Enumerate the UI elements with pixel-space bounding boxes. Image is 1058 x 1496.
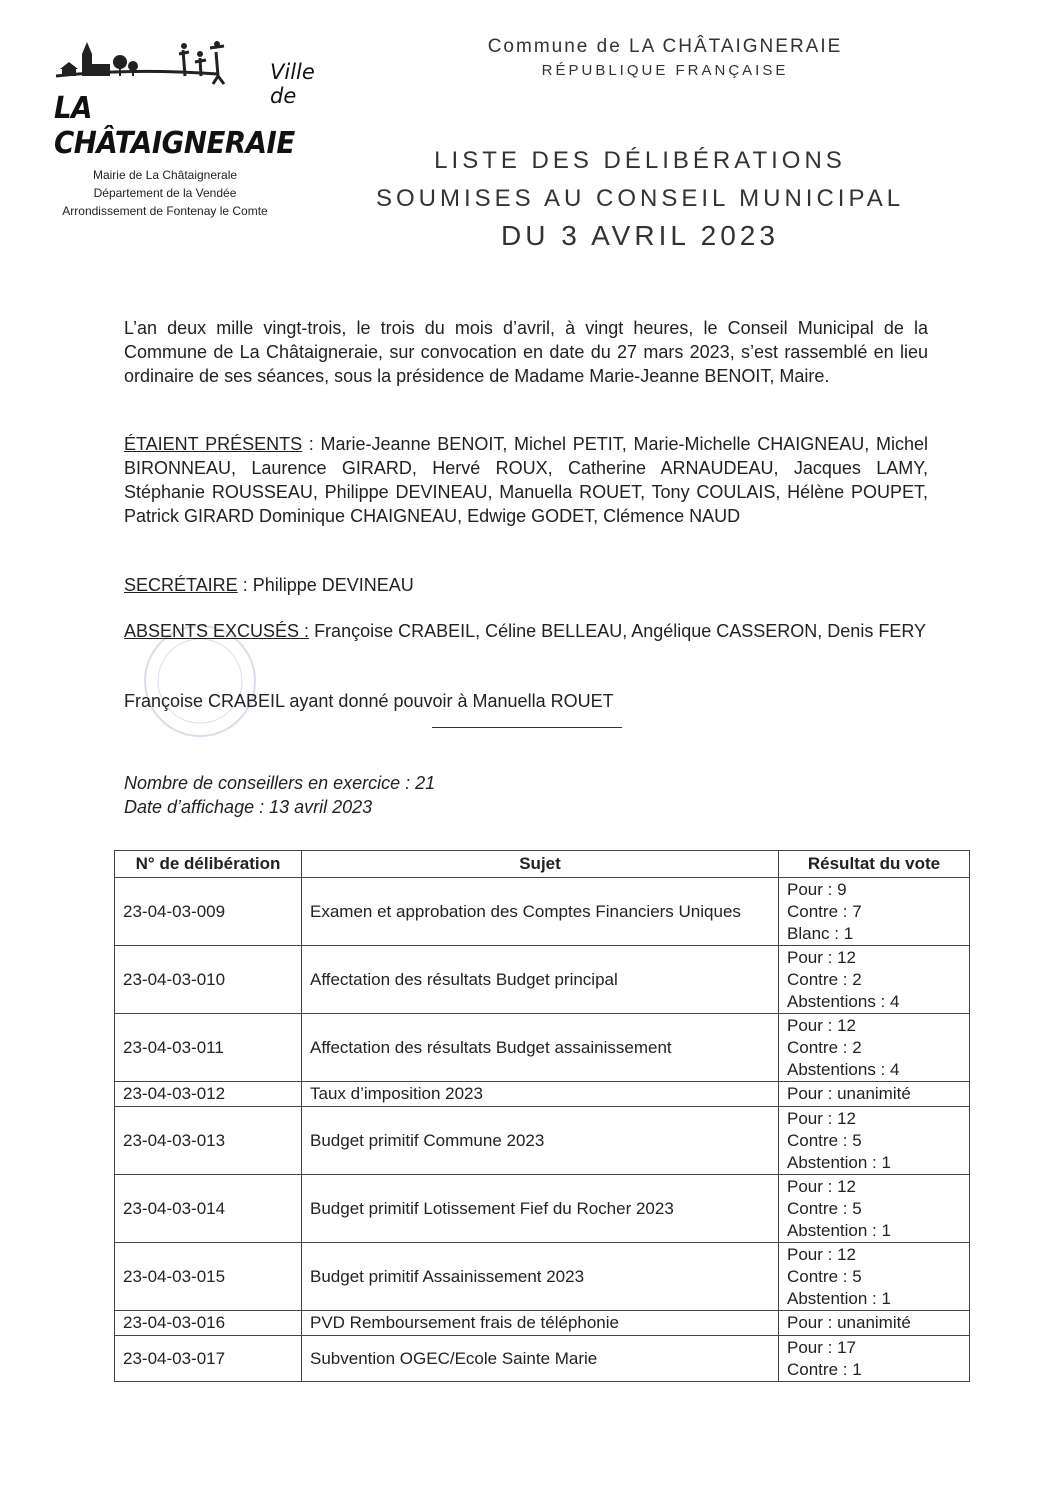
vote-result-line: Pour : 9 [787, 879, 847, 899]
table-row [115, 1014, 970, 1082]
logo-ville-text: Ville de [270, 60, 315, 108]
vote-result-line: Abstention : 1 [787, 1288, 891, 1308]
date-affichage: Date d’affichage : 13 avril 2023 [124, 797, 373, 817]
mairie-line-1: Mairie de La Châtaignerale [92, 168, 238, 182]
vote-result [779, 1082, 970, 1107]
vote-result-line: Contre : 5 [787, 1266, 862, 1286]
deliberation-subject: Taux d’imposition 2023 [302, 1082, 779, 1107]
vote-result-line: Pour : 17 [787, 1337, 856, 1357]
deliberation-number: 23-04-03-016 [115, 1311, 302, 1336]
absents-list: Françoise CRABEIL, Céline BELLEAU, Angélique CASSERON, Denis FERY [309, 621, 927, 641]
table-row [115, 1107, 970, 1175]
vote-result-line: Pour : 12 [787, 1108, 856, 1128]
vote-result-line: Pour : unanimité [787, 1084, 911, 1103]
vote-result-line: Contre : 1 [787, 1359, 862, 1379]
vote-result [779, 1336, 970, 1382]
table-header-row [115, 851, 970, 878]
document-title-line-1: LISTE DES DÉLIBÉRATIONS [434, 147, 846, 174]
secretaire-name: : Philippe DEVINEAU [237, 575, 414, 595]
vote-result-line: Pour : 12 [787, 1244, 856, 1264]
republique-heading: RÉPUBLIQUE FRANÇAISE [541, 62, 789, 79]
table-row [115, 1243, 970, 1311]
secretaire-label: SECRÉTAIRE [124, 575, 238, 595]
vote-result-line: Pour : 12 [787, 1015, 856, 1035]
presents-list: : Marie-Jeanne BENOIT, Michel PETIT, Marie-Michelle CHAIGNEAU, Michel BIRONNEAU, Laurence GIRARD, Hervé ROUX, Catherine ARNAUDEAU, Jacques LAMY, Stéphanie ROUSSEAU, Philippe DEVINEAU, Manuella ROUET, Tony COULAIS, Hélène POUPET, Patrick GIRARD Dominique CHAIGNEAU, Edwige GODET, Clémence NAUD [124, 434, 928, 526]
deliberation-subject: Budget primitif Lotissement Fief du Rocher 2023 [302, 1175, 779, 1243]
vote-result-line: Abstention : 1 [787, 1220, 891, 1240]
vote-result [779, 1107, 970, 1175]
logo-town-name: LA CHÂTAIGNERAIE [54, 91, 295, 161]
deliberation-number: 23-04-03-015 [115, 1243, 302, 1311]
deliberation-number: 23-04-03-017 [115, 1336, 302, 1382]
vote-result [779, 1175, 970, 1243]
commune-heading: Commune de LA CHÂTAIGNERAIE [487, 36, 843, 57]
mairie-line-3: Arrondissement de Fontenay le Comte [62, 204, 268, 218]
deliberation-subject: Examen et approbation des Comptes Financiers Uniques [302, 878, 779, 946]
header-resultat: Résultat du vote [779, 851, 970, 878]
vote-result-line: Pour : 12 [787, 1176, 856, 1196]
table-row [115, 1175, 970, 1243]
vote-result [779, 878, 970, 946]
deliberation-subject: Subvention OGEC/Ecole Sainte Marie [302, 1336, 779, 1382]
deliberations-table [114, 850, 970, 1382]
header-numero: N° de délibération [115, 851, 302, 878]
absents-label: ABSENTS EXCUSÉS : [124, 621, 310, 641]
town-logo [48, 40, 338, 161]
vote-result-line: Contre : 2 [787, 1037, 862, 1057]
deliberation-subject: Affectation des résultats Budget principal [302, 946, 779, 1014]
deliberation-subject: PVD Remboursement frais de téléphonie [302, 1311, 779, 1336]
document-title-line-2: SOUMISES AU CONSEIL MUNICIPAL [375, 185, 905, 212]
deliberation-number: 23-04-03-011 [115, 1014, 302, 1082]
vote-result-line: Contre : 7 [787, 901, 862, 921]
deliberation-number: 23-04-03-010 [115, 946, 302, 1014]
vote-result [779, 946, 970, 1014]
table-row [115, 1336, 970, 1382]
deliberation-subject: Budget primitif Commune 2023 [302, 1107, 779, 1175]
vote-result [779, 1243, 970, 1311]
pouvoir-text: Françoise CRABEIL ayant donné pouvoir à Manuella ROUET [124, 691, 614, 711]
vote-result-line: Blanc : 1 [787, 923, 854, 943]
secretaire-paragraph [124, 573, 928, 597]
mairie-line-2: Département de la Vendée [93, 186, 237, 200]
deliberation-number: 23-04-03-014 [115, 1175, 302, 1243]
vote-result-line: Abstentions : 4 [787, 991, 900, 1011]
intro-paragraph: L’an deux mille vingt-trois, le trois du mois d’avril, à vingt heures, le Conseil Municipal de la Commune de La Châtaigneraie, sur convocation en date du 27 mars 2023, s’est rassemblé en lieu ordinaire de ses séances, sous la présidence de Madame Marie-Jeanne BENOIT, Maire. [124, 318, 928, 386]
deliberation-number: 23-04-03-013 [115, 1107, 302, 1175]
table-row [115, 1311, 970, 1336]
nombre-conseillers: Nombre de conseillers en exercice : 21 [124, 773, 436, 793]
presents-paragraph [124, 432, 928, 528]
vote-result [779, 1014, 970, 1082]
deliberation-number: 23-04-03-012 [115, 1082, 302, 1107]
vote-result-line: Pour : 12 [787, 947, 856, 967]
vote-result-line: Contre : 2 [787, 969, 862, 989]
vote-result-line: Abstentions : 4 [787, 1059, 900, 1079]
vote-result-line: Contre : 5 [787, 1198, 862, 1218]
separator-line [432, 727, 622, 728]
header-sujet: Sujet [302, 851, 779, 878]
vote-result-line: Contre : 5 [787, 1130, 862, 1150]
table-row [115, 946, 970, 1014]
deliberation-number: 23-04-03-009 [115, 878, 302, 946]
vote-result [779, 1311, 970, 1336]
deliberation-subject: Budget primitif Assainissement 2023 [302, 1243, 779, 1311]
table-row [115, 878, 970, 946]
vote-result-line: Pour : unanimité [787, 1313, 911, 1332]
deliberation-subject: Affectation des résultats Budget assainissement [302, 1014, 779, 1082]
document-title-line-3: DU 3 AVRIL 2023 [501, 220, 779, 251]
vote-result-line: Abstention : 1 [787, 1152, 891, 1172]
presents-label: ÉTAIENT PRÉSENTS [124, 434, 303, 454]
absents-paragraph [124, 619, 928, 643]
table-row [115, 1082, 970, 1107]
